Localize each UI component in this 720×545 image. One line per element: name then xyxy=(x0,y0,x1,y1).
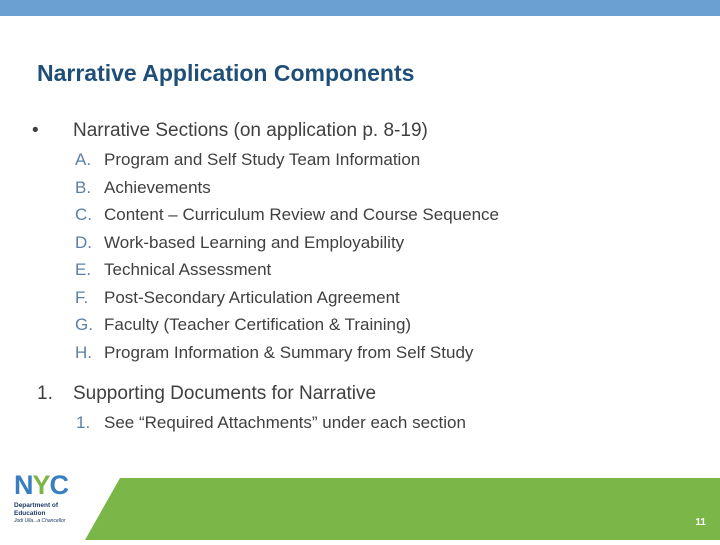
logo-letter-n: N xyxy=(14,470,33,500)
numbered-item-text: Supporting Documents for Narrative xyxy=(73,383,377,404)
footer-bar xyxy=(0,478,720,540)
list-text: Content – Curriculum Review and Course Sequence xyxy=(104,205,499,224)
logo-dept-line1: Department of xyxy=(14,502,59,509)
logo-letter-c: C xyxy=(49,470,69,500)
list-text: Program Information & Summary from Self Study xyxy=(104,342,474,362)
list-letter: F. xyxy=(75,287,89,307)
list-text: Post-Secondary Articulation Agreement xyxy=(104,287,400,307)
bullet-dot: • xyxy=(32,120,39,141)
numbered-subitem-number: 1. xyxy=(76,413,91,432)
list-letter: C. xyxy=(75,205,92,224)
logo-department-text xyxy=(14,502,58,518)
list-letter: G. xyxy=(75,315,93,334)
numbered-item-number: 1. xyxy=(37,383,53,404)
list-text: Work-based Learning and Employability xyxy=(104,232,405,252)
logo-letter-y: Y xyxy=(32,470,50,500)
bullet-text: Narrative Sections (on application p. 8-19) xyxy=(73,120,428,141)
list-letter: D. xyxy=(75,232,92,252)
nyc-logo-letters xyxy=(14,470,68,500)
logo-dept-line2: Education xyxy=(14,510,46,517)
logo-tagline: Jodi Ulla...a Chancellor xyxy=(14,518,66,524)
list-text: Program and Self Study Team Information xyxy=(104,150,421,169)
list-letter: H. xyxy=(75,342,92,362)
list-text: Achievements xyxy=(104,177,211,197)
nyc-doe-logo xyxy=(12,470,92,530)
slide-title: Narrative Application Components xyxy=(37,60,415,86)
list-letter: B. xyxy=(75,177,92,197)
footer-green-shape xyxy=(0,478,720,540)
numbered-subitem-text: See “Required Attachments” under each section xyxy=(104,413,466,432)
list-text: Technical Assessment xyxy=(104,260,272,279)
page-number: 11 xyxy=(695,517,706,528)
list-text: Faculty (Teacher Certification & Training) xyxy=(104,315,412,334)
list-letter: E. xyxy=(75,260,92,279)
top-accent-bar xyxy=(0,0,720,16)
list-letter: A. xyxy=(75,150,92,169)
